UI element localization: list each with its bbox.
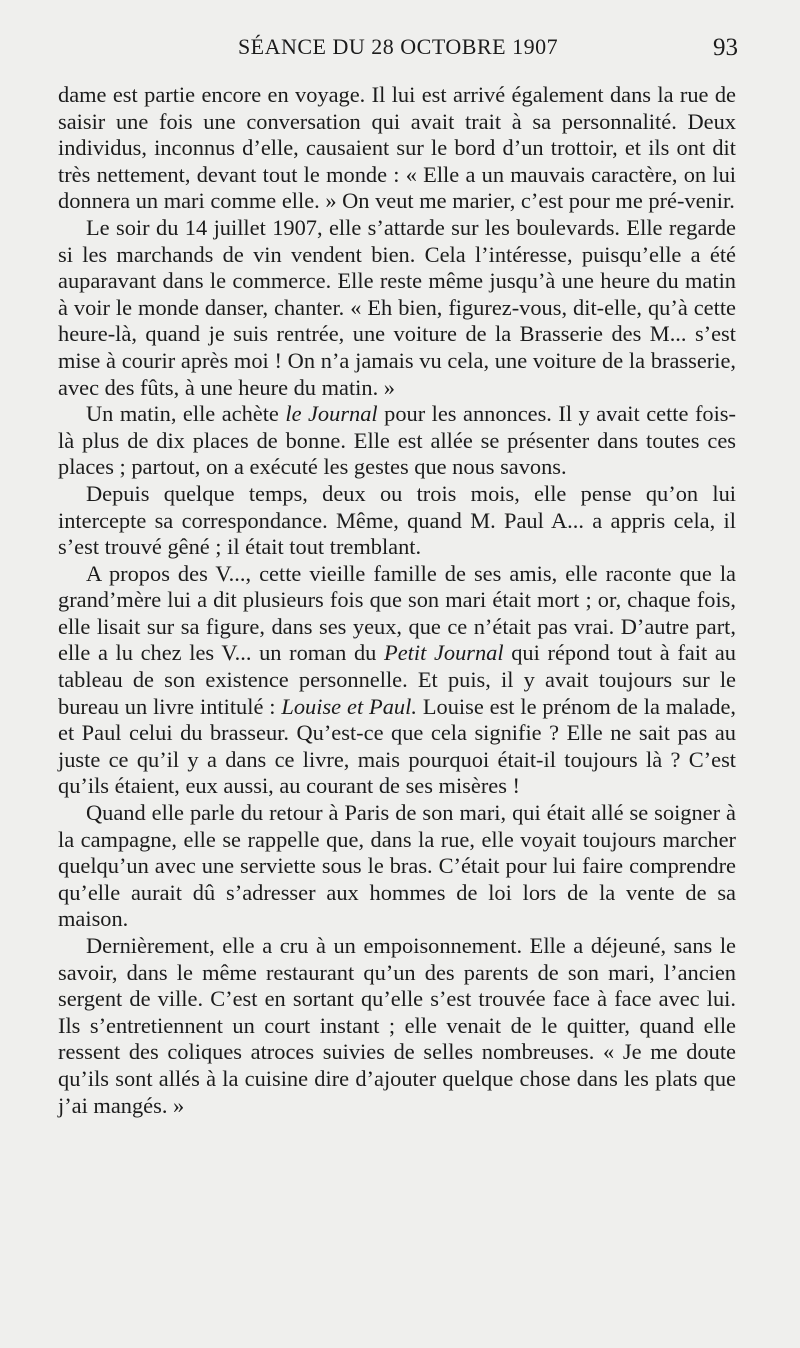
running-header — [58, 34, 738, 68]
paragraph-1 — [58, 82, 736, 215]
text-run: Dernièrement, elle a cru à un empoisonnement. Elle a déjeuné, sans le savoir, dans le même restaurant qu’un des parents de son mari, l’ancien sergent de ville. C’est en sortant qu’elle s’est trouvée face à face avec lui. Ils s’entretiennent un court instant ; elle venait de le quitter, quand elle ressent des coliques atroces suivies de selles nombreuses. « Je me doute qu’ils sont allés à la cuisine dire d’ajouter quelque chose dans les plats que j’ai mangés. » — [58, 933, 736, 1118]
paragraph-2 — [58, 215, 736, 401]
header-day: 28 — [371, 34, 395, 59]
paragraph-6 — [58, 800, 736, 933]
italic-title: Petit Journal — [384, 640, 504, 666]
text-run: Un matin, elle achète — [86, 401, 286, 427]
header-year: 1907 — [512, 34, 559, 59]
text-run: Louise est le prénom de la malade, et Paul celui du brasseur. Qu’est-ce que cela signifie ? Elle ne sait pas au juste ce qu’il y a dans ce livre, mais pourquoi était-il toujours là ? C’est qu’ils étaient, eux aussi, au courant de ses misères ! — [58, 693, 737, 799]
italic-title: le Journal — [285, 401, 378, 427]
page-number: 93 — [713, 34, 738, 61]
paragraph-7 — [58, 933, 736, 1119]
text-run: Depuis quelque temps, deux ou trois mois, elle pense qu’on lui intercepte sa correspondance. Même, quand M. Paul A... a appris cela, il s’est trouvé gêné ; il était tout tremblant. — [58, 480, 736, 560]
header-seance: SÉANCE — [237, 34, 327, 59]
running-title — [58, 34, 738, 60]
text-run: Quand elle parle du retour à Paris de son mari, qui était allé se soigner à la campagne, elle se rappelle que, dans la rue, elle voyait toujours marcher quelqu’un avec une serviette sous le bras. C’était pour lui faire comprendre qu’elle aurait dû s’adresser aux hommes de loi lors de la vente de sa maison. — [58, 800, 736, 932]
body-text — [58, 82, 736, 1119]
text-run: qui répond tout à fait au tableau de son existence personnelle. Et puis, il y avait toujours sur le bureau un livre intitulé : — [58, 640, 736, 719]
header-month: OCTOBRE — [400, 34, 507, 59]
text-run: pour les annonces. Il y avait cette fois-là plus de dix places de bonne. Elle est allée se présenter dans toutes ces places ; partout, on a exécuté les gestes que nous savons. — [58, 401, 736, 480]
italic-title: Louise et Paul. — [281, 693, 417, 719]
paragraph-5 — [58, 561, 736, 800]
header-du: DU — [332, 34, 366, 59]
paragraph-4 — [58, 481, 736, 561]
text-run: A propos des V..., cette vieille famille de ses amis, elle raconte que la grand’mère lui a dit plusieurs fois que son mari était mort ; or, chaque fois, elle lisait sur sa figure, dans ses yeux, que ce n’était pas vrai. D’autre part, elle a lu chez les V... un roman du — [58, 560, 736, 666]
text-run: Le soir du 14 juillet 1907, elle s’attarde sur les boulevards. Elle regarde si les marchands de vin vendent bien. Cela l’intéresse, puisqu’elle a été auparavant dans le commerce. Elle reste même jusqu’à une heure du matin à voir le monde danser, chanter. « Eh bien, figurez-vous, dit-elle, qu’à cette heure-là, quand je suis rentrée, une voiture de la Brasserie des M... s’est mise à courir après moi ! On n’a jamais vu cela, une voiture de la brasserie, avec des fûts, à une heure du matin. » — [58, 214, 736, 400]
text-run: dame est partie encore en voyage. Il lui est arrivé également dans la rue de saisir une fois une conversation qui avait trait à sa personnalité. Deux individus, inconnus d’elle, causaient sur le bord d’un trottoir, et ils ont dit très nettement, devant tout le monde : « Elle a un mauvais caractère, on lui donnera un mari comme elle. » On veut me marier, c’est pour me pré-venir. — [58, 82, 736, 214]
paragraph-3 — [58, 401, 736, 481]
